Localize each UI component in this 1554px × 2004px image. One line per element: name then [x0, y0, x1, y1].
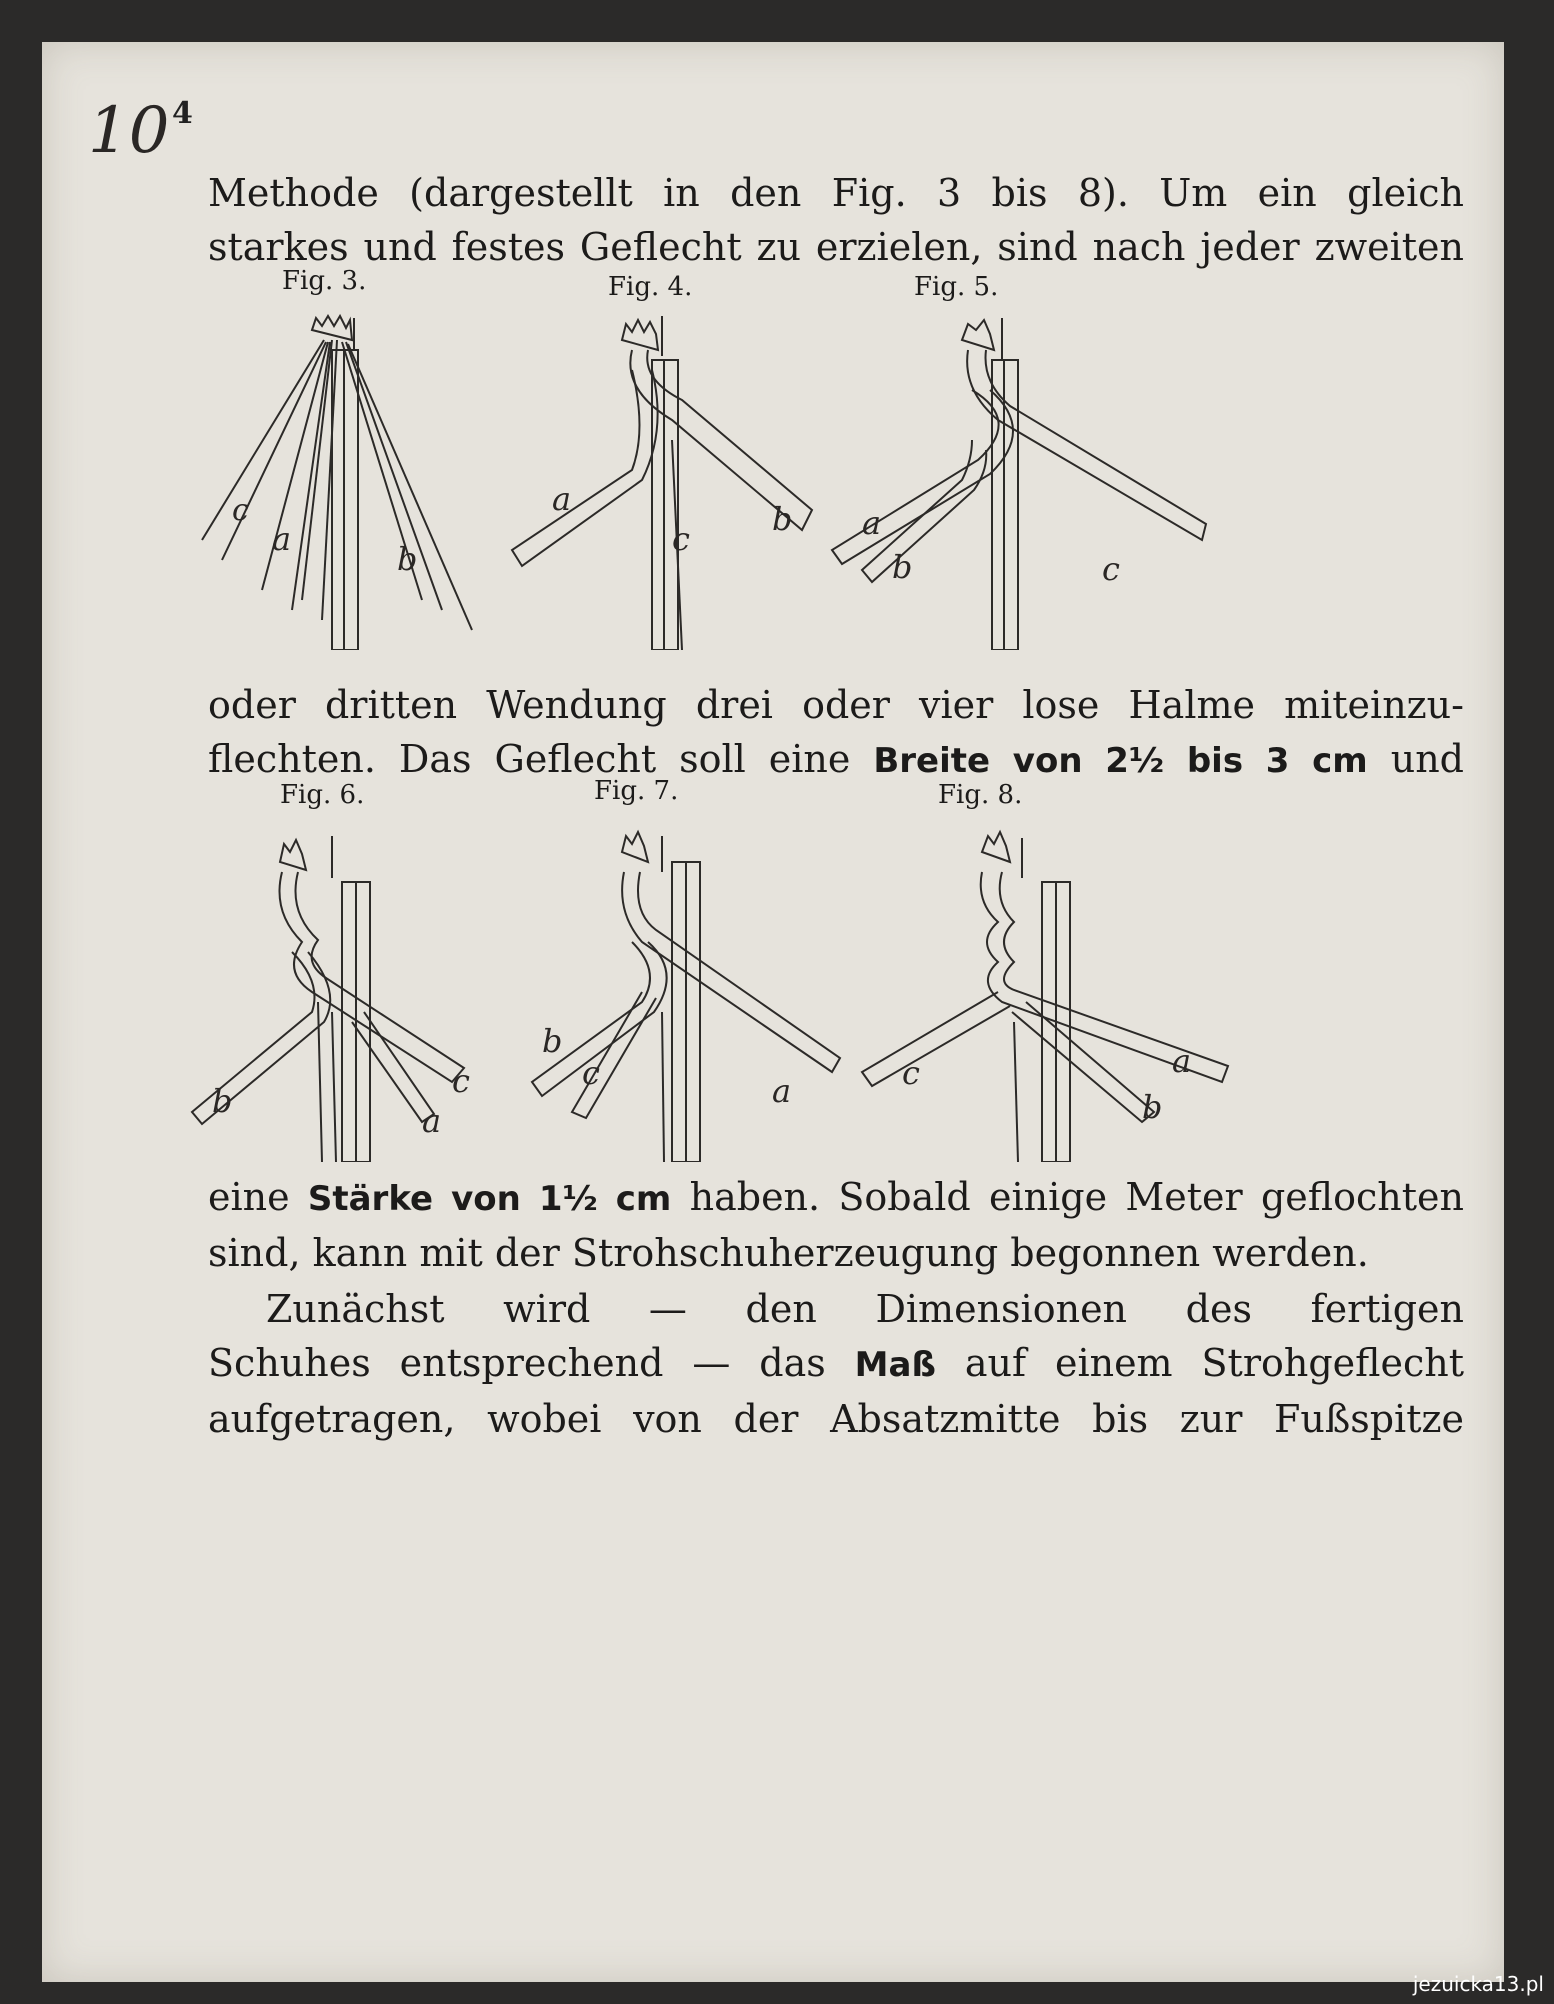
fig-4-strand-b: b — [772, 500, 793, 538]
fig-5-strand-b: b — [892, 548, 913, 586]
text-line: aufgetragen, wobei von der Absatzmitte bis zur Fußspitze — [208, 1397, 1464, 1441]
fig-8-strand-c: c — [902, 1054, 920, 1092]
fig-6-strand-b: b — [212, 1082, 233, 1120]
text-line: flechten. Das Geflecht soll eine Breite von 2½ bis 3 cm und — [208, 737, 1464, 781]
fig-8-label: Fig. 8. — [938, 780, 1023, 810]
fig-4-strand-a: a — [552, 480, 572, 518]
text-line: eine Stärke von 1½ cm haben. Sobald einige Meter geflochten — [208, 1175, 1464, 1219]
paragraph-2 — [208, 678, 1464, 788]
text-line: oder dritten Wendung drei oder vier lose Halme miteinzu- — [208, 683, 1464, 727]
fig-6-illustration — [172, 822, 512, 1162]
fig-3-strand-a: a — [272, 520, 292, 558]
text-line: Zunächst wird — den Dimensionen des fertigen — [266, 1287, 1464, 1331]
paragraph-1 — [208, 166, 1464, 274]
fig-8-strand-b: b — [1142, 1088, 1163, 1126]
watermark: jezuicka13.pl — [1412, 1972, 1544, 1996]
fig-4-illustration — [472, 310, 852, 650]
fig-7-strand-c: c — [582, 1054, 600, 1092]
fig-5-label: Fig. 5. — [914, 272, 999, 302]
document-page — [42, 42, 1504, 1982]
fig-3-strand-c: c — [232, 493, 249, 528]
text-line: sind, kann mit der Strohschuherzeugung begonnen werden. — [208, 1231, 1369, 1275]
fig-7-strand-a: a — [772, 1072, 792, 1110]
paragraph-3 — [208, 1170, 1464, 1280]
fig-7-illustration — [512, 822, 852, 1162]
printed-page-number: 4 — [172, 96, 193, 131]
text-line: Methode (dargestellt in den Fig. 3 bis 8). Um ein gleich — [208, 171, 1464, 215]
bold-text-breite: Breite von 2½ bis 3 cm — [873, 741, 1368, 781]
fig-7-strand-b: b — [542, 1022, 563, 1060]
fig-8-illustration — [842, 822, 1242, 1162]
bold-text-mass: Maß — [854, 1345, 936, 1385]
fig-4-strand-c: c — [672, 520, 690, 558]
fig-6-strand-a: a — [422, 1102, 442, 1140]
fig-6-label: Fig. 6. — [280, 780, 365, 810]
fig-6-strand-c: c — [452, 1062, 470, 1100]
fig-4-label: Fig. 4. — [608, 272, 693, 302]
fig-5-illustration — [822, 310, 1222, 650]
handwritten-page-number: 10 — [88, 94, 170, 168]
fig-5-strand-a: a — [862, 504, 882, 542]
text-line: Schuhes entsprechend — das Maß auf einem Strohgeflecht — [208, 1341, 1465, 1385]
fig-8-strand-a: a — [1172, 1042, 1192, 1080]
fig-3-strand-b: b — [397, 540, 418, 578]
fig-3-label: Fig. 3. — [282, 266, 367, 296]
bold-text-staerke: Stärke von 1½ cm — [307, 1179, 672, 1219]
paragraph-4 — [208, 1282, 1464, 1446]
fig-3-illustration — [172, 310, 492, 650]
text-line: starkes und festes Geflecht zu erzielen, sind nach jeder zweiten — [208, 225, 1464, 269]
fig-5-strand-c: c — [1102, 550, 1120, 588]
fig-7-label: Fig. 7. — [594, 776, 679, 806]
